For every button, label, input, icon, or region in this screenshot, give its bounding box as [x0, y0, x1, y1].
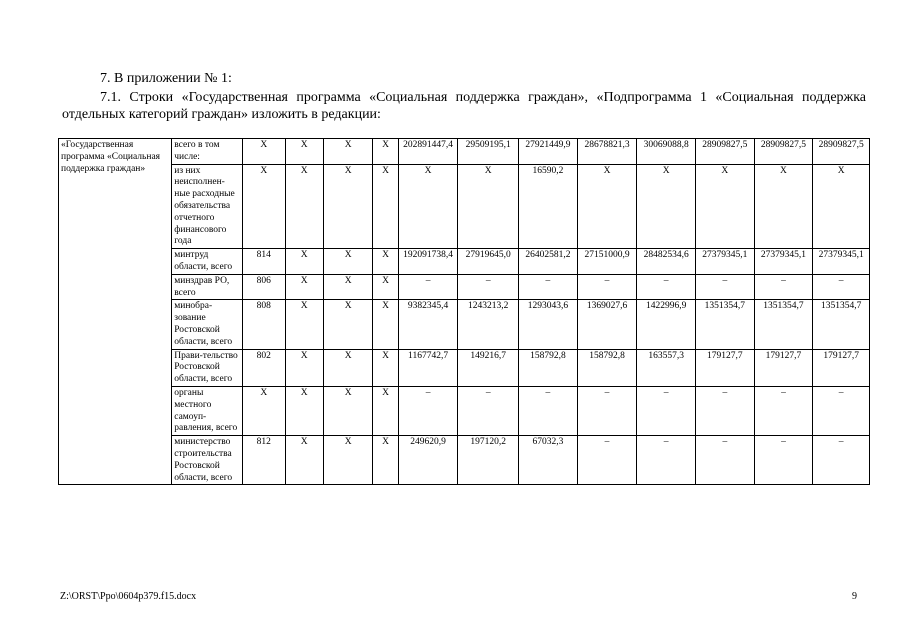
value-cell: – [458, 386, 519, 435]
csr-cell: X [323, 436, 373, 485]
value-cell: X [577, 164, 637, 249]
row-label: министерство строительства Ростовской области, всего [172, 436, 243, 485]
program-table [58, 138, 870, 485]
value-cell: – [398, 274, 458, 300]
vr-cell: X [373, 274, 398, 300]
row-label: минобра-зование Ростовской области, всего [172, 300, 243, 349]
value-cell: X [813, 164, 870, 249]
value-cell: 179127,7 [754, 349, 813, 386]
row-label: минздрав РО, всего [172, 274, 243, 300]
table-row [59, 349, 870, 386]
value-cell: – [398, 386, 458, 435]
value-cell: – [813, 274, 870, 300]
rz-cell: X [285, 274, 323, 300]
value-cell: X [754, 164, 813, 249]
value-cell: – [696, 436, 755, 485]
value-cell: 67032,3 [519, 436, 578, 485]
grbs-cell: X [243, 164, 285, 249]
value-cell: 28909827,5 [696, 139, 755, 165]
value-cell: – [754, 274, 813, 300]
value-cell: 27379345,1 [813, 249, 870, 275]
csr-cell: X [323, 349, 373, 386]
grbs-cell: X [243, 139, 285, 165]
paragraph-text: Строки «Государственная программа «Социальная поддержка граждан», «Подпрограмма 1 «Социальная поддержка отдельных категорий граждан» изложить в редакции: [62, 90, 867, 122]
row-label: минтруд области, всего [172, 249, 243, 275]
footer-page-number: 9 [852, 591, 857, 602]
table-row [59, 300, 870, 349]
value-cell: – [577, 274, 637, 300]
value-cell: 1243213,2 [458, 300, 519, 349]
value-cell: – [519, 386, 578, 435]
value-cell: 1351354,7 [696, 300, 755, 349]
value-cell: 26402581,2 [519, 249, 578, 275]
value-cell: – [458, 274, 519, 300]
table-body [59, 139, 870, 485]
vr-cell: X [373, 349, 398, 386]
csr-cell: X [323, 164, 373, 249]
csr-cell: X [323, 274, 373, 300]
table-row [59, 139, 870, 165]
csr-cell: X [323, 249, 373, 275]
section-heading: 7. В приложении № 1: [100, 71, 232, 86]
vr-cell: X [373, 436, 398, 485]
value-cell: 179127,7 [696, 349, 755, 386]
grbs-cell: 812 [243, 436, 285, 485]
value-cell: 197120,2 [458, 436, 519, 485]
value-cell: – [696, 386, 755, 435]
rz-cell: X [285, 436, 323, 485]
value-cell: 29509195,1 [458, 139, 519, 165]
vr-cell: X [373, 386, 398, 435]
value-cell: – [813, 436, 870, 485]
value-cell: 28482534,6 [637, 249, 696, 275]
csr-cell: X [323, 300, 373, 349]
value-cell: 163557,3 [637, 349, 696, 386]
paragraph-number: 7.1. [100, 90, 121, 105]
rz-cell: X [285, 139, 323, 165]
vr-cell: X [373, 300, 398, 349]
value-cell: – [519, 274, 578, 300]
table-row [59, 436, 870, 485]
row-label: из них неисполнен-ные расходные обязательства отчетного финансового года [172, 164, 243, 249]
vr-cell: X [373, 139, 398, 165]
value-cell: – [754, 436, 813, 485]
value-cell: X [458, 164, 519, 249]
instruction-paragraph [62, 89, 866, 123]
value-cell: – [577, 436, 637, 485]
value-cell: 1351354,7 [754, 300, 813, 349]
value-cell: 158792,8 [577, 349, 637, 386]
vr-cell: X [373, 164, 398, 249]
row-label: Прави-тельство Ростовской области, всего [172, 349, 243, 386]
grbs-cell: 802 [243, 349, 285, 386]
row-label: всего в том числе: [172, 139, 243, 165]
value-cell: 16590,2 [519, 164, 578, 249]
value-cell: – [637, 436, 696, 485]
value-cell: 1369027,6 [577, 300, 637, 349]
footer-file-path: Z:\ORST\Ppo\0604p379.f15.docx [60, 591, 197, 602]
row-label: органы местного самоуп-равления, всего [172, 386, 243, 435]
rz-cell: X [285, 386, 323, 435]
value-cell: 149216,7 [458, 349, 519, 386]
value-cell: – [696, 274, 755, 300]
value-cell: – [577, 386, 637, 435]
vr-cell: X [373, 249, 398, 275]
value-cell: 249620,9 [398, 436, 458, 485]
rz-cell: X [285, 300, 323, 349]
table-row [59, 249, 870, 275]
value-cell: 30069088,8 [637, 139, 696, 165]
table-row [59, 164, 870, 249]
value-cell: X [696, 164, 755, 249]
rz-cell: X [285, 349, 323, 386]
value-cell: 28909827,5 [754, 139, 813, 165]
value-cell: – [637, 274, 696, 300]
csr-cell: X [323, 139, 373, 165]
value-cell: 27379345,1 [696, 249, 755, 275]
table-row [59, 274, 870, 300]
value-cell: 1422996,9 [637, 300, 696, 349]
value-cell: 1351354,7 [813, 300, 870, 349]
grbs-cell: X [243, 386, 285, 435]
value-cell: X [637, 164, 696, 249]
table-row [59, 386, 870, 435]
value-cell: – [813, 386, 870, 435]
value-cell: 27921449,9 [519, 139, 578, 165]
value-cell: X [398, 164, 458, 249]
value-cell: 27379345,1 [754, 249, 813, 275]
value-cell: 1167742,7 [398, 349, 458, 386]
value-cell: – [754, 386, 813, 435]
value-cell: 28678821,3 [577, 139, 637, 165]
value-cell: 1293043,6 [519, 300, 578, 349]
value-cell: 27919645,0 [458, 249, 519, 275]
value-cell: 192091738,4 [398, 249, 458, 275]
value-cell: 158792,8 [519, 349, 578, 386]
grbs-cell: 806 [243, 274, 285, 300]
value-cell: 202891447,4 [398, 139, 458, 165]
value-cell: – [637, 386, 696, 435]
rz-cell: X [285, 164, 323, 249]
value-cell: 28909827,5 [813, 139, 870, 165]
program-name-cell: «Государственная программа «Социальная поддержка граждан» [59, 139, 172, 485]
value-cell: 27151000,9 [577, 249, 637, 275]
csr-cell: X [323, 386, 373, 435]
grbs-cell: 814 [243, 249, 285, 275]
value-cell: 9382345,4 [398, 300, 458, 349]
value-cell: 179127,7 [813, 349, 870, 386]
rz-cell: X [285, 249, 323, 275]
grbs-cell: 808 [243, 300, 285, 349]
